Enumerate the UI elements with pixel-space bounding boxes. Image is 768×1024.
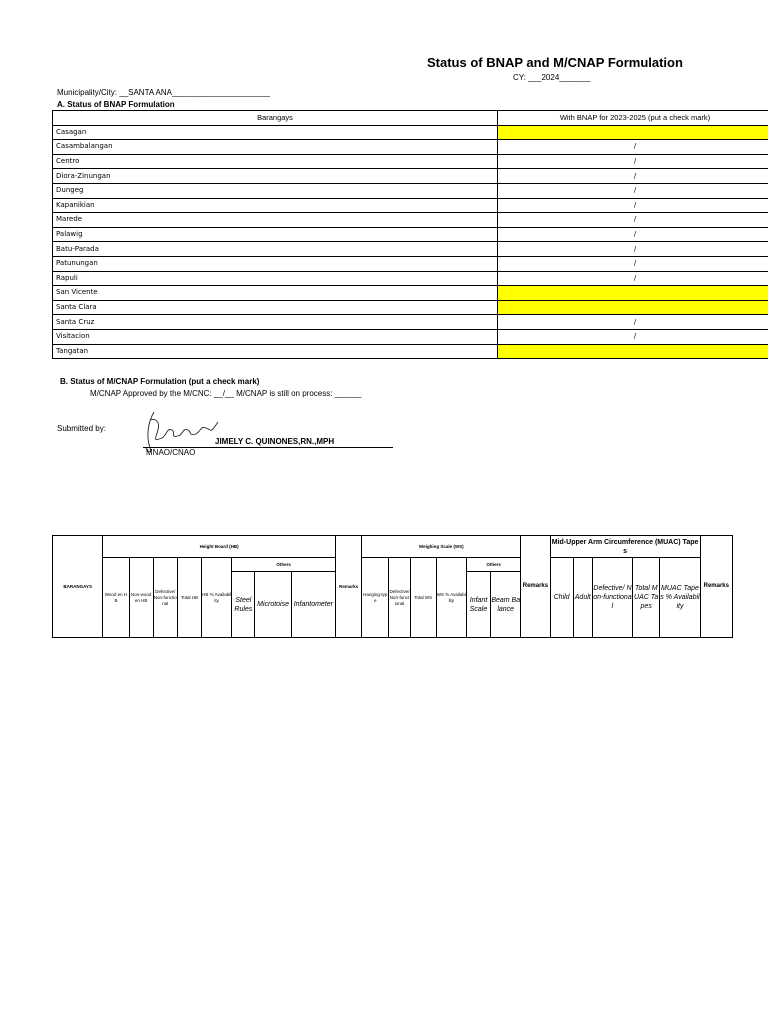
submitted-by-label: Submitted by: [57,424,106,433]
barangay-name-cell: Patunungan [53,256,498,271]
barangay-name-cell: Visitacion [53,329,498,344]
bnap-row [53,315,768,330]
bnap-row [53,242,768,257]
ws-col-availability: WS % Availability [436,558,466,638]
hb-col-availability: HB % Availability [202,558,232,638]
barangay-name-cell: Kapanikian [53,198,498,213]
barangay-name-cell: Batu-Parada [53,242,498,257]
bnap-check-cell [498,125,768,140]
muac-col-defective: Defective/ Non-functional [592,558,632,638]
bnap-row [53,256,768,271]
bnap-check-cell: / [498,140,768,155]
barangay-name-cell: Santa Clara [53,300,498,315]
bnap-status-table [52,110,768,359]
signatory-role: MNAO/CNAO [146,448,196,457]
ws-col-total: Total WS [410,558,436,638]
height-board-header: Height Board (HB) [103,536,336,558]
muac-col-total: Total MUAC Tapes [633,558,660,638]
barangay-name-cell: Santa Cruz [53,315,498,330]
ws-others-header: Others [466,558,520,572]
bnap-row [53,271,768,286]
bnap-check-cell [498,300,768,315]
bnap-row [53,286,768,301]
barangay-name-cell: Rapuli [53,271,498,286]
section-a-heading: A. Status of BNAP Formulation [57,100,175,109]
hb-col-wooden: Wood en HB [103,558,129,638]
bnap-row [53,227,768,242]
bnap-row [53,140,768,155]
bnap-check-cell: / [498,183,768,198]
bnap-check-cell: / [498,227,768,242]
ws-remarks-header: Remarks [521,536,550,638]
bnap-check-cell: / [498,329,768,344]
calendar-year: CY: ___2024_______ [513,73,591,82]
ws-others-beam-balance: Beam Balance [491,572,521,638]
hb-others-steel-rules: Steel Rules [232,572,255,638]
with-bnap-header: With BNAP for 2023-2025 (put a check mark) [498,111,768,126]
weighing-scale-header: Weighing Scale (WS) [362,536,521,558]
bnap-check-cell: / [498,315,768,330]
barangays-header: Barangays [53,111,498,126]
document-title: Status of BNAP and M/CNAP Formulation [427,55,683,70]
municipality-line: Municipality/City: __SANTA ANA______________________ [57,88,270,97]
barangay-name-cell: Diora-Zinungan [53,169,498,184]
barangay-name-cell: Palawig [53,227,498,242]
muac-col-availability: MUAC Tapes % Availability [660,558,700,638]
hb-others-header: Others [232,558,336,572]
bnap-check-cell: / [498,271,768,286]
bnap-row [53,154,768,169]
hb-others-microtoise: Microtoise [255,572,291,638]
bnap-row [53,329,768,344]
ws-col-defective: Defective/ Non-functional [389,558,410,638]
barangay-name-cell: Dungeg [53,183,498,198]
bnap-check-cell [498,286,768,301]
barangay-name-cell: Tangatan [53,344,498,359]
barangay-name-cell: Casambalangan [53,140,498,155]
mcnap-status-line: M/CNAP Approved by the M/CNC: __/__ M/CNAP is still on process: ______ [90,389,362,398]
barangays-column-header: BARANGAYS [53,536,103,638]
bnap-row [53,213,768,228]
barangay-name-cell: Marede [53,213,498,228]
muac-header: Mid-Upper Arm Circumference (MUAC) Tapes [550,536,700,558]
hb-others-infantometer: Infantometer [291,572,335,638]
barangay-name-cell: Centro [53,154,498,169]
bnap-row [53,169,768,184]
bnap-check-cell [498,344,768,359]
equipment-inventory-table [52,535,733,638]
barangay-name-cell: Casagan [53,125,498,140]
bnap-row [53,183,768,198]
bnap-check-cell: / [498,256,768,271]
bnap-check-cell: / [498,169,768,184]
muac-col-adult: Adult [573,558,592,638]
bnap-check-cell: / [498,198,768,213]
bnap-row [53,300,768,315]
signatory-name: JIMELY C. QUINONES,RN.,MPH [215,437,335,446]
hb-col-defective: Defective/ Non-functional [153,558,177,638]
hb-col-total: Total HB [177,558,201,638]
hb-remarks-header: Remarks [336,536,362,638]
bnap-check-cell: / [498,242,768,257]
bnap-check-cell: / [498,154,768,169]
muac-remarks-header: Remarks [700,536,732,638]
bnap-check-cell: / [498,213,768,228]
bnap-row [53,125,768,140]
section-b-heading: B. Status of M/CNAP Formulation (put a check mark) [60,377,260,386]
bnap-row [53,344,768,359]
hb-col-nonwooden: Non-wood en HB [129,558,153,638]
ws-others-infant-scale: Infant Scale [466,572,490,638]
muac-col-child: Child [550,558,573,638]
bnap-row [53,198,768,213]
barangay-name-cell: San Vicente [53,286,498,301]
ws-col-hanging: Hanging-type [362,558,389,638]
bnap-header-row [53,111,768,126]
